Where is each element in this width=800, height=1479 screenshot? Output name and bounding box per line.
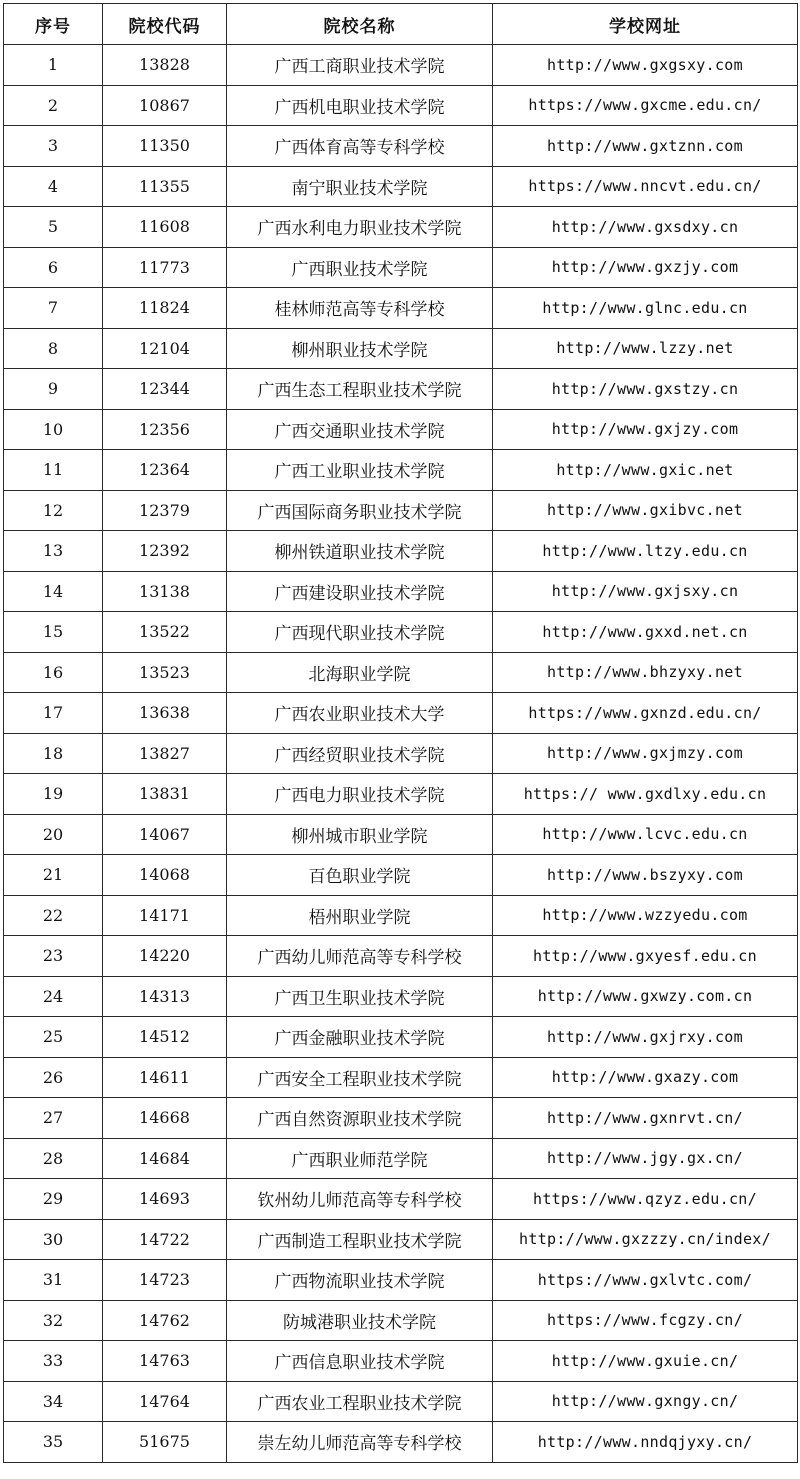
school-website: http://www.gxjzy.com [493,409,798,450]
school-website: http://www.gxgsxy.com [493,45,798,86]
school-website: http://www.glnc.edu.cn [493,288,798,329]
school-code: 13523 [103,652,227,693]
school-code: 14611 [103,1057,227,1098]
table-row [4,612,798,653]
table-row [4,895,798,936]
row-index: 15 [4,612,103,653]
school-code: 14512 [103,1017,227,1058]
school-name: 广西建设职业技术学院 [227,571,493,612]
row-index: 24 [4,976,103,1017]
row-index: 12 [4,490,103,531]
school-name: 广西工业职业技术学院 [227,450,493,491]
school-code: 14220 [103,936,227,977]
school-website: http://www.gxjmzy.com [493,733,798,774]
table-row [4,247,798,288]
row-index: 34 [4,1381,103,1422]
school-code: 13827 [103,733,227,774]
school-name: 广西物流职业技术学院 [227,1260,493,1301]
row-index: 30 [4,1219,103,1260]
school-code: 14068 [103,855,227,896]
row-index: 31 [4,1260,103,1301]
row-index: 16 [4,652,103,693]
table-row [4,774,798,815]
table-row [4,1422,798,1463]
row-index: 11 [4,450,103,491]
header-row [4,4,798,45]
table-row [4,1098,798,1139]
table-row [4,936,798,977]
row-index: 9 [4,369,103,410]
school-name: 广西交通职业技术学院 [227,409,493,450]
school-name: 广西经贸职业技术学院 [227,733,493,774]
table-row [4,531,798,572]
table-row [4,693,798,734]
table-row [4,976,798,1017]
row-index: 8 [4,328,103,369]
school-code: 11824 [103,288,227,329]
school-website: http://www.gxtznn.com [493,126,798,167]
school-website: http://www.gxuie.cn/ [493,1341,798,1382]
school-code: 12379 [103,490,227,531]
table-row [4,409,798,450]
row-index: 26 [4,1057,103,1098]
school-code: 14762 [103,1300,227,1341]
school-code: 11350 [103,126,227,167]
row-index: 10 [4,409,103,450]
school-name: 广西水利电力职业技术学院 [227,207,493,248]
row-index: 6 [4,247,103,288]
school-website: http://www.lzzy.net [493,328,798,369]
school-name: 广西机电职业技术学院 [227,85,493,126]
school-name: 广西农业职业技术大学 [227,693,493,734]
school-code: 14171 [103,895,227,936]
school-code: 13138 [103,571,227,612]
row-index: 28 [4,1138,103,1179]
school-website: http://www.jgy.gx.cn/ [493,1138,798,1179]
table-row [4,1138,798,1179]
table-row [4,571,798,612]
school-website: https://www.qzyz.edu.cn/ [493,1179,798,1220]
school-name: 广西国际商务职业技术学院 [227,490,493,531]
header-website: 学校网址 [493,4,798,45]
school-website: http://www.gxibvc.net [493,490,798,531]
school-code: 14764 [103,1381,227,1422]
table-row [4,1341,798,1382]
school-name: 广西工商职业技术学院 [227,45,493,86]
school-name: 广西金融职业技术学院 [227,1017,493,1058]
school-code: 12344 [103,369,227,410]
school-code: 11608 [103,207,227,248]
school-name: 广西职业技术学院 [227,247,493,288]
school-name: 广西生态工程职业技术学院 [227,369,493,410]
school-website: http://www.gxjrxy.com [493,1017,798,1058]
school-code: 12356 [103,409,227,450]
school-name: 南宁职业技术学院 [227,166,493,207]
table-row [4,207,798,248]
school-name: 广西职业师范学院 [227,1138,493,1179]
school-code: 12364 [103,450,227,491]
school-website: http://www.gxyesf.edu.cn [493,936,798,977]
school-name: 广西现代职业技术学院 [227,612,493,653]
table-row [4,1179,798,1220]
table-row [4,450,798,491]
school-website: http://www.gxzjy.com [493,247,798,288]
school-code: 11773 [103,247,227,288]
table-row [4,1219,798,1260]
school-code: 10867 [103,85,227,126]
table-row [4,166,798,207]
school-website: http://www.gxngy.cn/ [493,1381,798,1422]
table-row [4,369,798,410]
school-name: 柳州城市职业学院 [227,814,493,855]
school-website: http://www.gxxd.net.cn [493,612,798,653]
school-website: http://www.lcvc.edu.cn [493,814,798,855]
school-website: http://www.ltzy.edu.cn [493,531,798,572]
row-index: 33 [4,1341,103,1382]
row-index: 14 [4,571,103,612]
table-row [4,288,798,329]
school-website: http://www.gxwzy.com.cn [493,976,798,1017]
school-name: 广西幼儿师范高等专科学校 [227,936,493,977]
table-row [4,652,798,693]
school-code: 11355 [103,166,227,207]
school-website: https://www.gxlvtc.com/ [493,1260,798,1301]
school-website: http://www.bhzyxy.net [493,652,798,693]
row-index: 18 [4,733,103,774]
school-website: http://www.bszyxy.com [493,855,798,896]
table-row [4,126,798,167]
table-row [4,1260,798,1301]
table-row [4,814,798,855]
row-index: 35 [4,1422,103,1463]
table-row [4,733,798,774]
table-row [4,1017,798,1058]
header-index: 序号 [4,4,103,45]
school-code: 14763 [103,1341,227,1382]
school-name: 广西电力职业技术学院 [227,774,493,815]
row-index: 1 [4,45,103,86]
school-name: 桂林师范高等专科学校 [227,288,493,329]
school-name: 百色职业学院 [227,855,493,896]
school-name: 北海职业学院 [227,652,493,693]
school-name: 钦州幼儿师范高等专科学校 [227,1179,493,1220]
school-name: 广西农业工程职业技术学院 [227,1381,493,1422]
school-code: 13828 [103,45,227,86]
table-row [4,490,798,531]
school-website: http://www.gxstzy.cn [493,369,798,410]
schools-table [3,3,798,1463]
row-index: 2 [4,85,103,126]
table-row [4,85,798,126]
header-school-name: 院校名称 [227,4,493,45]
row-index: 21 [4,855,103,896]
table-row [4,1300,798,1341]
school-name: 广西信息职业技术学院 [227,1341,493,1382]
school-website: http://www.gxsdxy.cn [493,207,798,248]
school-code: 14723 [103,1260,227,1301]
school-website: http://www.gxnrvt.cn/ [493,1098,798,1139]
school-name: 广西制造工程职业技术学院 [227,1219,493,1260]
school-website: https://www.gxnzd.edu.cn/ [493,693,798,734]
school-code: 14067 [103,814,227,855]
table-row [4,1381,798,1422]
row-index: 7 [4,288,103,329]
row-index: 17 [4,693,103,734]
school-name: 柳州铁道职业技术学院 [227,531,493,572]
school-name: 防城港职业技术学院 [227,1300,493,1341]
school-code: 12104 [103,328,227,369]
school-code: 14313 [103,976,227,1017]
school-name: 广西安全工程职业技术学院 [227,1057,493,1098]
school-website: https://www.gxcme.edu.cn/ [493,85,798,126]
school-code: 51675 [103,1422,227,1463]
school-website: http://www.gxic.net [493,450,798,491]
row-index: 23 [4,936,103,977]
school-website: http://www.nndqjyxy.cn/ [493,1422,798,1463]
school-code: 13522 [103,612,227,653]
school-website: http://www.gxzzzy.cn/index/ [493,1219,798,1260]
table-row [4,45,798,86]
school-name: 梧州职业学院 [227,895,493,936]
school-website: https:// www.gxdlxy.edu.cn [493,774,798,815]
school-code: 14722 [103,1219,227,1260]
school-code: 14693 [103,1179,227,1220]
row-index: 20 [4,814,103,855]
school-name: 崇左幼儿师范高等专科学校 [227,1422,493,1463]
school-code: 12392 [103,531,227,572]
table-row [4,855,798,896]
school-website: http://www.gxazy.com [493,1057,798,1098]
header-code: 院校代码 [103,4,227,45]
row-index: 13 [4,531,103,572]
school-code: 13831 [103,774,227,815]
school-name: 柳州职业技术学院 [227,328,493,369]
school-code: 14668 [103,1098,227,1139]
school-website: http://www.wzzyedu.com [493,895,798,936]
school-name: 广西自然资源职业技术学院 [227,1098,493,1139]
row-index: 25 [4,1017,103,1058]
school-website: https://www.fcgzy.cn/ [493,1300,798,1341]
school-code: 13638 [103,693,227,734]
row-index: 19 [4,774,103,815]
school-website: https://www.nncvt.edu.cn/ [493,166,798,207]
row-index: 29 [4,1179,103,1220]
row-index: 4 [4,166,103,207]
table-row [4,328,798,369]
row-index: 27 [4,1098,103,1139]
school-website: http://www.gxjsxy.cn [493,571,798,612]
school-name: 广西体育高等专科学校 [227,126,493,167]
row-index: 3 [4,126,103,167]
row-index: 22 [4,895,103,936]
row-index: 5 [4,207,103,248]
row-index: 32 [4,1300,103,1341]
school-name: 广西卫生职业技术学院 [227,976,493,1017]
school-code: 14684 [103,1138,227,1179]
table-row [4,1057,798,1098]
